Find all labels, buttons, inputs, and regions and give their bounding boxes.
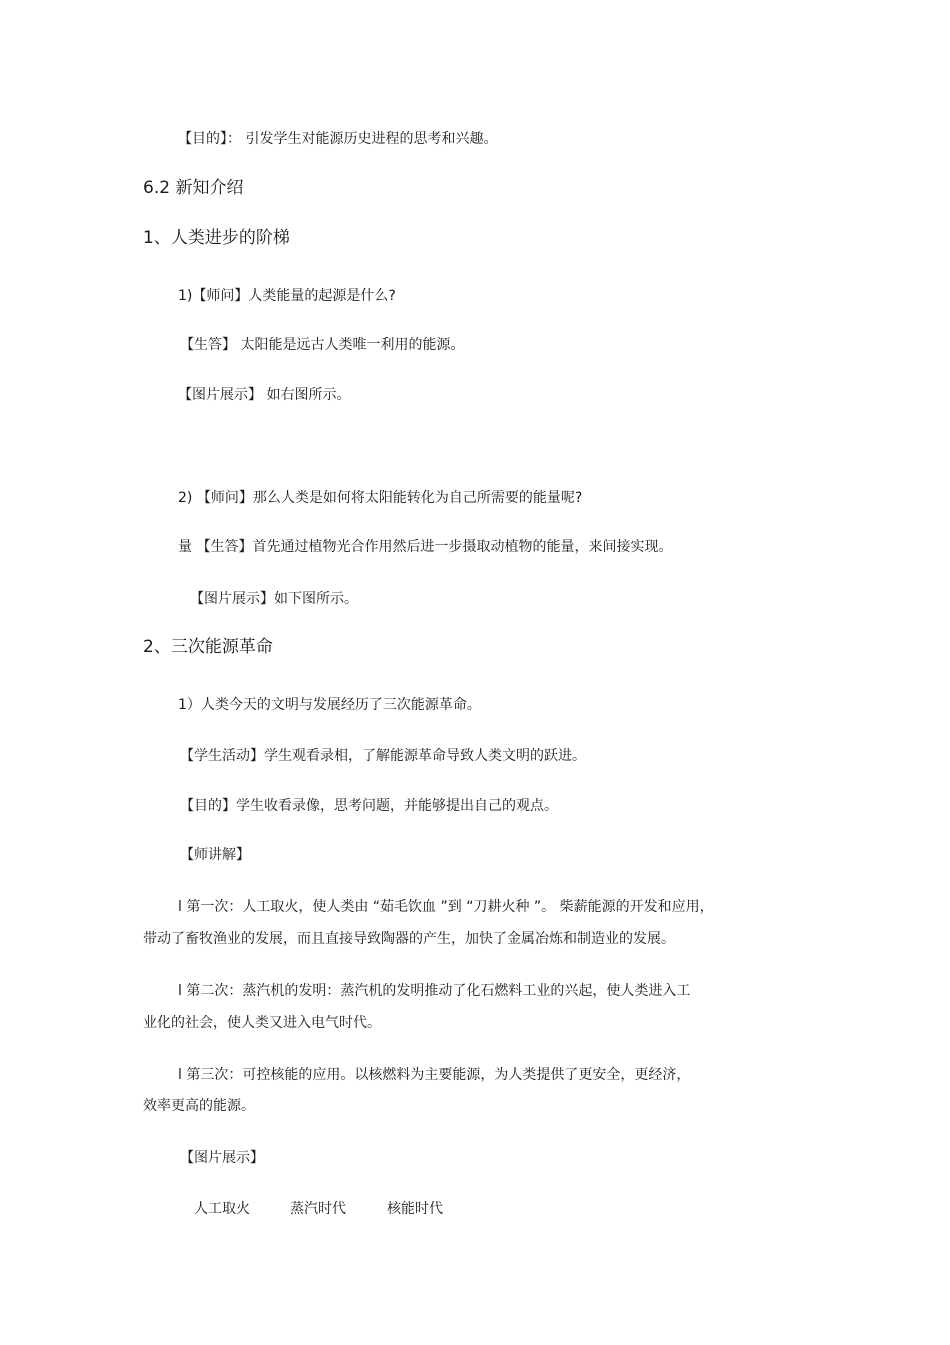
picture-label-steam: 蒸汽时代 — [290, 1201, 346, 1217]
student-answer-1: 【生答】 太阳能是远古人类唯一利用的能源。 — [180, 337, 465, 353]
subheading-energy-revolutions: 2、三次能源革命 — [143, 637, 273, 657]
subheading-human-progress: 1、人类进步的阶梯 — [143, 228, 290, 248]
second-revolution-line-2: 业化的社会，使人类又进入电气时代。 — [143, 1015, 381, 1031]
purpose-intro: 【目的】： 引发学生对能源历史进程的思考和兴趣。 — [178, 131, 498, 147]
picture-display-1: 【图片展示】 如右图所示。 — [178, 387, 351, 403]
first-revolution-line-1: l 第一次：人工取火，使人类由 “茹毛饮血 ”到 “刀耕火种 ”。 柴薪能源的开发和应用， — [178, 899, 714, 915]
teacher-explanation-label: 【师讲解】 — [180, 847, 250, 863]
revolution-intro: 1）人类今天的文明与发展经历了三次能源革命。 — [178, 697, 481, 713]
section-heading-6-2: 6.2 新知介绍 — [143, 178, 244, 198]
first-revolution-line-2: 带动了畜牧渔业的发展，而且直接导致陶器的产生，加快了金属冶炼和制造业的发展。 — [143, 931, 675, 947]
student-activity: 【学生活动】学生观看录相，了解能源革命导致人类文明的跃进。 — [180, 748, 586, 764]
picture-display-2: 【图片展示】如下图所示。 — [190, 591, 358, 607]
student-answer-2: 量 【生答】首先通过植物光合作用然后进一步摄取动植物的能量，来间接实现。 — [178, 539, 673, 555]
teacher-question-1: 1)【师问】人类能量的起源是什么? — [178, 288, 396, 304]
second-revolution-line-1: l 第二次：蒸汽机的发明：蒸汽机的发明推动了化石燃料工业的兴起，使人类进入工 — [178, 983, 691, 999]
third-revolution-line-2: 效率更高的能源。 — [143, 1098, 255, 1114]
purpose-2: 【目的】学生收看录像，思考问题，并能够提出自己的观点。 — [180, 798, 558, 814]
picture-display-3: 【图片展示】 — [180, 1150, 264, 1166]
picture-label-nuclear: 核能时代 — [387, 1201, 443, 1217]
teacher-question-2: 2) 【师问】那么人类是如何将太阳能转化为自己所需要的能量呢? — [178, 490, 583, 506]
third-revolution-line-1: l 第三次：可控核能的应用。以核燃料为主要能源，为人类提供了更安全，更经济， — [178, 1067, 691, 1083]
picture-label-fire: 人工取火 — [194, 1201, 250, 1217]
